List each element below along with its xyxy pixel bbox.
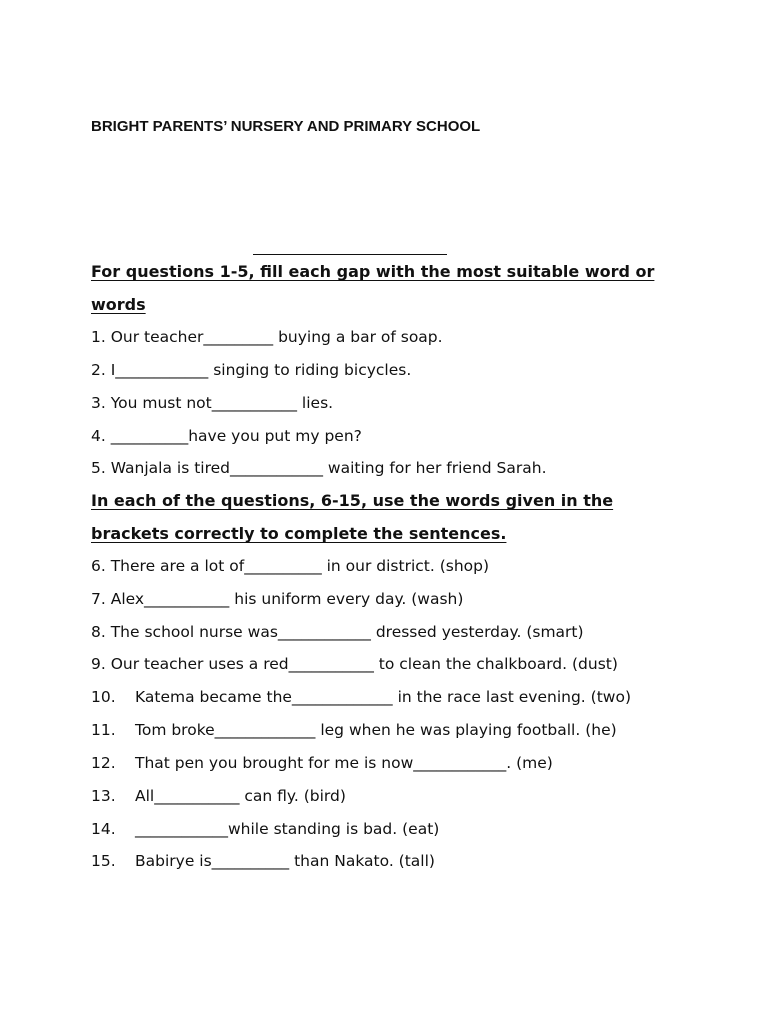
section1-instruction-line2: words	[91, 295, 146, 314]
question-text: Katema became the_____________ in the race last evening. (two)	[135, 688, 631, 706]
question-15	[91, 851, 435, 871]
question-number: 15.	[91, 852, 116, 870]
question-7: 7. Alex___________ his uniform every day. (wash)	[91, 590, 464, 608]
section1-instruction-line1: For questions 1-5, fill each gap with the most suitable word or	[91, 262, 655, 281]
question-1: 1. Our teacher_________ buying a bar of soap.	[91, 328, 443, 346]
question-5: 5. Wanjala is tired____________ waiting for her friend Sarah.	[91, 459, 547, 477]
question-number: 12.	[91, 754, 116, 772]
question-13	[91, 786, 346, 806]
question-number: 13.	[91, 787, 116, 805]
question-text: All___________ can fly. (bird)	[135, 787, 346, 805]
question-11	[91, 720, 617, 740]
question-number: 11.	[91, 721, 116, 739]
question-9: 9. Our teacher uses a red___________ to clean the chalkboard. (dust)	[91, 655, 618, 673]
question-number: 14.	[91, 820, 116, 838]
question-number: 10.	[91, 688, 116, 706]
question-text: That pen you brought for me is now____________. (me)	[135, 754, 553, 772]
question-text: Tom broke_____________ leg when he was playing football. (he)	[135, 721, 617, 739]
question-14	[91, 819, 439, 839]
question-6: 6. There are a lot of__________ in our district. (shop)	[91, 557, 490, 575]
school-title: BRIGHT PARENTS’ NURSERY AND PRIMARY SCHOOL	[91, 118, 481, 135]
question-3: 3. You must not___________ lies.	[91, 394, 334, 412]
question-2: 2. I____________ singing to riding bicycles.	[91, 361, 412, 379]
title-underline-rule	[253, 254, 447, 255]
section2-instruction-line2: brackets correctly to complete the sentences.	[91, 524, 507, 543]
question-12	[91, 753, 553, 773]
question-4: 4. __________have you put my pen?	[91, 427, 362, 445]
question-8: 8. The school nurse was____________ dressed yesterday. (smart)	[91, 623, 584, 641]
question-text: Babirye is__________ than Nakato. (tall)	[135, 852, 435, 870]
section2-instruction-line1: In each of the questions, 6-15, use the words given in the	[91, 491, 614, 510]
question-text: ____________while standing is bad. (eat)	[135, 820, 440, 838]
question-10	[91, 687, 631, 707]
